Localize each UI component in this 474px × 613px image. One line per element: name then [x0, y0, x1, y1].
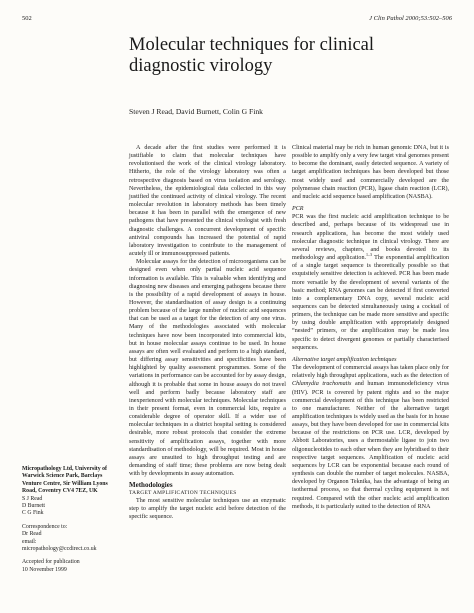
reference-citation[interactable]: 1–3 [366, 252, 373, 257]
species-name: Chlamydia trachomatis [292, 381, 352, 388]
subsection-heading: TARGET AMPLIFICATION TECHNIQUES [129, 489, 237, 496]
subsection-heading: Alternative target amplification techniques [292, 356, 397, 363]
paragraph [292, 364, 449, 511]
paragraph: A decade after the first studies were performed it is justifiable to claim that molecular techniques have revolutionised the work of the clinical virology laboratory. Hitherto, the role of the virology laboratory was often a retrospective diagnosis based on virus isolation and serology. Nevertheless, the epidemiological data collected in this way justified the continued activity of clinical virology. The recent molecular revolution in laboratory methods has been timely because it has been in parallel with the emergence of new pathogens that have presented the clinical virologist with fresh diagnostic challenges. A concurrent development of specific antiviral compounds has increased the potential of rapid laboratory investigation to contribute to the management of acutely ill or immunosuppressed patients. [129, 145, 286, 258]
subsection-heading: PCR [292, 206, 304, 213]
affiliation-person: C G Fink [22, 510, 44, 517]
paragraph-text: The exponential amplification of a single target sequence is theoretically possible so that exquisitely sensitive detection is achieved. PCR has been made more versatile by the development of several variants of the basic method; RNA genomes can be detected if first converted into a complementary DNA copy, several nucleic acid sequences can be detected simultaneously using a cocktail of primers, the technique can be made more sensitive and specific by using double amplification with appropriately designed “nested” primers, or the amplification may be made less specific to detect divergent genomes or partially characterised sequences. [292, 255, 449, 351]
paragraph: The most sensitive molecular techniques use an enzymatic step to amplify the target nucleic acid before detection of the specific sequence. [129, 497, 286, 521]
author-list: Steven J Read, David Burnett, Colin G Fink [129, 107, 263, 116]
affiliation-person: S J Read [22, 495, 43, 502]
body-column-left [129, 144, 286, 521]
paragraph: Clinical material may be rich in human genomic DNA, but it is possible to amplify only a very few target viral genomes present to become the dominant, easily detected sequence. A variety of target amplification techniques has been developed but those most widely used and commercially developed are the polymerase chain reaction (PCR), ligase chain reaction (LCR), and nucleic acid sequence based amplification (NASBA). [292, 145, 449, 200]
running-header [22, 15, 452, 25]
journal-reference: J Clin Pathol 2000;53:502–506 [369, 15, 452, 22]
article-title: Molecular techniques for clinical diagnostic virology [129, 35, 375, 76]
accepted-block [22, 559, 114, 574]
affiliation-sidebar [22, 466, 114, 580]
paragraph-text: The development of commercial assays has taken place only for relatively high throughput applications, such as the detection of [292, 365, 449, 380]
body-column-right [292, 144, 449, 511]
correspondence-label: Correspondence to: [22, 523, 68, 530]
correspondence-block [22, 524, 114, 554]
email-label: email: [22, 538, 37, 545]
correspondence-name: Dr Read [22, 531, 42, 538]
paragraph: Molecular assays for the detection of microorganisms can be designed even when only partial nucleic acid sequence information is available. This is valuable when identifying and diagnosing new diseases and emerging pathogens because there is the possibility of a rapid development of assays in house. However, the standardisation of assay design is a continuing problem because of the large number of nucleic acid sequences that can be used as a target for the detection of any one virus. Many of the methodologies associated with molecular techniques have now been incorporated into commercial kits, but in house molecular assays continue to be used. In house assays are often well evaluated and perform to a high standard, but differing assay sensitivities and specificities have been highlighted by quality assessment programmes. Some of the variations in performance can be accounted for by assay design, although it is probable that some in house assays do not travel well and perform badly because laboratory staff are inexperienced with molecular techniques. Molecular techniques in their present format, even in commercial kits, require a considerable degree of operator skill. If a wider use of molecular techniques in a district hospital setting is considered desirable, more robust protocols that consider the extreme sensitivity of amplification assays, together with more standardisation of methodology, will be required. Most in house assays are unsuited to high throughput testing and are demanding of staff time; these problems are now being dealt with by developments in assay automation. [129, 259, 286, 478]
affiliation-name: Micropathology Ltd, University of Warwick Science Park, Barclays Venture Centre, Sir William Lyons Road, Coventry CV4 7EZ, UK [22, 466, 108, 495]
accepted-date: 10 November 1999 [22, 566, 67, 573]
paragraph [292, 213, 449, 352]
affiliation-person: D Burnett [22, 503, 46, 510]
paragraph-text: and human immunodeficiency virus (HIV). PCR is covered by patent rights and so the major commercial development of this technique has been restricted to one manufacturer. Neither of the alternative target amplification techniques is widely used as the basis for in house assays, but they have been developed for use in commercial kits because of the restrictions on PCR use. LCR, developed by Abbott Laboratories, uses a thermostable ligase to join two oligonucleotides to each other when they are hybridised to their respective target sequences. Amplification of nucleic acid sequences by LCR can be exponential because each round of synthesis can double the number of target molecules. NASBA, developed by Organon Teknika, has the advantage of being an isothermal process, so that thermal cycling equipment is not required. Compared with the other nucleic acid amplification methods, it is particularly suited to the detection of RNA [292, 381, 449, 510]
accepted-label: Accepted for publication [22, 559, 80, 566]
email-address[interactable]: micropathology@ccdirect.co.uk [22, 546, 97, 553]
paragraph-text: PCR was the first nucleic acid amplification technique to be described and, perhaps because of its widespread use in research applications, has become the most widely used molecular diagnostic technique in clinical virology. There are several reviews, chapters, and books devoted to its methodology and application. [292, 214, 449, 262]
section-heading: Methodologies [129, 481, 173, 490]
page-number: 502 [22, 15, 32, 22]
